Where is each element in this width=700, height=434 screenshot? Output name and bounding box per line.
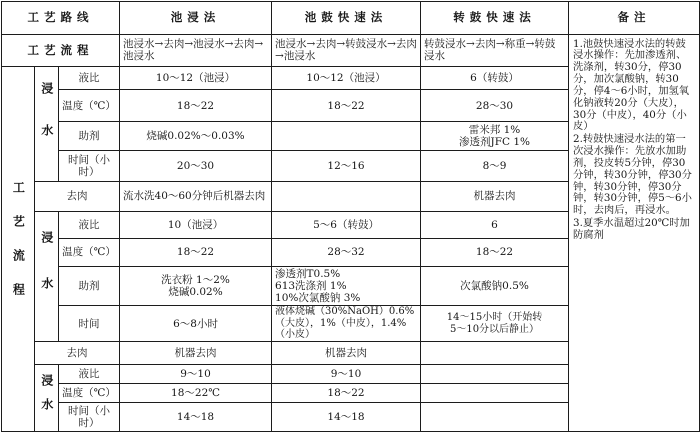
deflesh-m2-2: 机器去肉 [272,342,421,364]
ratio-m2-2: 5～6（转鼓） [272,212,421,239]
aux-m3-2: 次氯酸钠0.5% [421,267,569,306]
time-label-1: 时间（小时） [59,150,120,181]
deflesh-label-1: 去肉 [35,181,120,212]
time-m1-3: 14～18 [120,403,272,432]
ratio-m1-3: 9～10 [120,364,272,383]
deflesh-m2-1 [272,181,421,212]
note-1: 1.池鼓快速浸水法的转鼓浸水操作：先加渗透剂、洗涤剂，转30分，停30分，加次氯酸钠，转30分，停4～6小时，加氢氧化钠液转20分（大皮），30分（中皮），40分（小皮） [573,37,690,133]
time-m3-1: 8～9 [421,150,569,181]
ratio-m2-1: 10～12（池浸） [272,67,421,89]
time-m3-2-line2: 5～10分以后静止） [449,323,540,335]
flow-method3: 转鼓浸水→去肉→称重→转鼓浸水 [421,34,569,67]
aux-m1-1: 烧碱0.02%～0.03% [120,122,272,151]
aux-m1-2-line2: 烧碱0.02% [168,286,223,299]
route-header: 工艺路线 [2,2,120,35]
ratio-m3-2: 6 [421,212,569,239]
ratio-m3-3 [421,364,569,383]
temp-label-1: 温度（℃） [59,89,120,122]
ratio-m1-1: 10～12（池浸） [120,67,272,89]
flow-method2: 池浸水→去肉→转鼓浸水→去肉→池浸水 [272,34,421,67]
method3-header: 转鼓快速法 [421,2,569,35]
deflesh-m1-2: 机器去肉 [120,342,272,364]
temp-m3-3 [421,383,569,402]
process-table [1,1,700,432]
ratio-m3-1: 6（转鼓） [421,67,569,89]
deflesh-label-2: 去肉 [35,342,120,364]
time-m2-2-line1: 液体烧碱（30%NaOH）0.6% [275,306,415,318]
time-m3-2 [421,305,569,341]
aux-m3-1-line1: 雷米邦 1% [468,124,521,137]
flow-method1: 池浸水→去肉→池浸水→去肉→池浸水 [120,34,272,67]
time-m2-3: 14～18 [272,403,421,432]
aux-m2-1 [272,122,421,151]
remarks-header: 备注 [569,2,700,35]
deflesh-m1-1: 流水洗40～60分钟后机器去肉 [120,181,272,212]
header-row [2,2,700,35]
time-label-2: 时间 [59,305,120,341]
temp-label-2: 温度（℃） [59,238,120,267]
time-m1-1: 20～30 [120,150,272,181]
deflesh-m3-2 [421,342,569,364]
temp-m2-3: 18～22 [272,383,421,402]
time-m3-3 [421,403,569,432]
method1-header: 池浸法 [120,2,272,35]
temp-m1-3: 18～22℃ [120,383,272,402]
time-m2-1: 12～16 [272,150,421,181]
ratio-label-2: 液比 [59,212,120,239]
aux-label-1: 助剂 [59,122,120,151]
ratio-m1-2: 10（池浸） [120,212,272,239]
aux-m2-2 [272,267,421,306]
deflesh-m3-1: 机器去肉 [421,181,569,212]
temp-label-3: 温度（℃） [59,383,120,402]
ratio-label-1: 液比 [59,67,120,89]
time-label-3: 时间（小时） [59,403,120,432]
temp-m1-1: 18～22 [120,89,272,122]
aux-m2-2-line2: 613洗涤剂 1% [275,280,347,293]
flow-row [2,34,700,67]
remarks-cell [569,34,700,431]
temp-m2-1: 18～22 [272,89,421,122]
process-side-label: 工艺流程 [2,67,35,432]
soak-side-label-2: 浸水 [35,212,59,342]
aux-m3-1 [421,122,569,151]
time-m2-2 [272,305,421,341]
time-m3-2-line1: 14～15小时（开始转 [446,312,543,324]
temp-m2-2: 28～32 [272,238,421,267]
flow-label: 工艺流程 [2,34,120,67]
aux-m1-2-line1: 洗衣粉 1～2% [161,274,230,286]
soak-side-label-3: 浸水 [35,364,59,431]
method2-header: 池鼓快速法 [272,2,421,35]
aux-m3-1-line2: 渗透剂JFC 1% [459,136,531,149]
temp-m1-2: 18～22 [120,238,272,267]
aux-m1-2 [120,267,272,306]
time-m1-2: 6～8小时 [120,305,272,341]
ratio-m2-3: 9～10 [272,364,421,383]
aux-label-2: 助剂 [59,267,120,306]
temp-m3-2: 18～22 [421,238,569,267]
soak-side-label-1: 浸水 [35,67,59,181]
aux-m2-2-line1: 渗透剂T0.5% [275,267,341,280]
aux-m2-2-line3: 10%次氯酸钠 3% [275,292,361,305]
time-m2-2-line2: （大皮），1%（中皮），1.4%（小皮） [275,317,407,341]
temp-m3-1: 28～30 [421,89,569,122]
note-2: 2.转鼓快速浸水法的第一次浸水操作：先放水加助剂，投皮转5分钟，停30分钟，转30分钟，停30分钟，转30分钟，停30分钟，转30分钟，停5～6小时，去肉后，再浸水。 [573,133,692,217]
ratio-label-3: 液比 [59,364,120,383]
note-3: 3.夏季水温超过20℃时加防腐剂 [573,217,690,241]
